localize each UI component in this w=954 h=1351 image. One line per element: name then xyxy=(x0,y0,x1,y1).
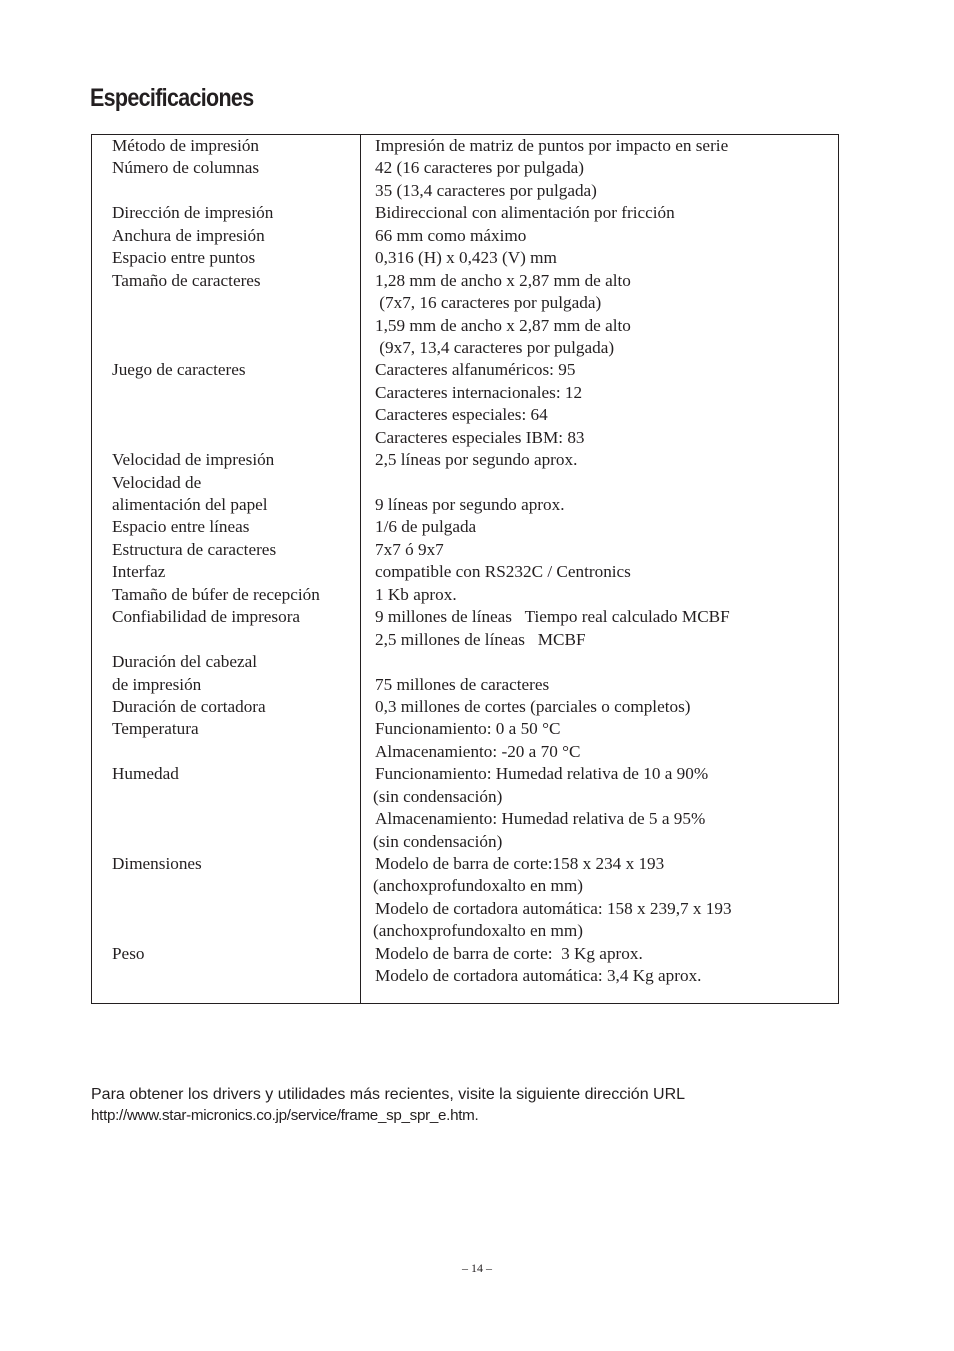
spec-value: 1/6 de pulgada xyxy=(375,517,477,537)
spec-value: Bidireccional con alimentación por fricción xyxy=(375,203,675,223)
spec-value: 66 mm como máximo xyxy=(375,225,527,245)
spec-label: Velocidad de impresión xyxy=(112,450,275,470)
spec-label: Peso xyxy=(112,943,145,963)
spec-value: Almacenamiento: -20 a 70 °C xyxy=(375,741,581,761)
spec-label: Velocidad de xyxy=(112,472,202,492)
spec-label xyxy=(112,786,352,808)
spec-value xyxy=(375,472,825,494)
spec-label xyxy=(112,920,352,942)
spec-label: Humedad xyxy=(112,764,179,784)
spec-label xyxy=(112,831,352,853)
spec-value: 1,28 mm de ancho x 2,87 mm de alto xyxy=(375,270,631,290)
spec-label: alimentación del papel xyxy=(112,495,268,514)
spec-value xyxy=(375,651,825,673)
spec-value: Modelo de barra de corte:158 x 234 x 193 xyxy=(375,854,665,873)
spec-value: (anchoxprofundoxalto en mm) xyxy=(373,876,584,896)
spec-label xyxy=(112,898,352,920)
spec-value: 9 millones de líneas Tiempo real calculado MCBF xyxy=(375,607,730,627)
spec-label: Espacio entre líneas xyxy=(112,517,250,537)
spec-value: Almacenamiento: Humedad relativa de 5 a 95% xyxy=(375,809,706,829)
spec-value: Caracteres especiales IBM: 83 xyxy=(375,427,585,447)
spec-value: 1,59 mm de ancho x 2,87 mm de alto xyxy=(375,315,631,335)
spec-label xyxy=(112,808,352,830)
spec-value: Modelo de cortadora automática: 3,4 Kg aprox. xyxy=(375,966,702,986)
spec-label xyxy=(112,404,352,426)
spec-value: Modelo de barra de corte: 3 Kg aprox. xyxy=(375,943,643,963)
spec-label xyxy=(112,180,352,202)
spec-value: Impresión de matriz de puntos por impacto en serie xyxy=(375,136,729,155)
spec-label: Tamaño de búfer de recepción xyxy=(112,584,320,604)
spec-label xyxy=(112,337,352,359)
column-divider xyxy=(360,135,361,1003)
spec-label: Espacio entre puntos xyxy=(112,248,256,268)
spec-value: (sin condensación) xyxy=(373,831,503,851)
page-number: – 14 – xyxy=(462,1261,492,1275)
spec-value: 7x7 ó 9x7 xyxy=(375,539,444,559)
spec-label xyxy=(112,292,352,314)
page-title: Especificaciones xyxy=(90,84,254,112)
spec-value: Funcionamiento: 0 a 50 °C xyxy=(375,719,561,739)
spec-value: 1 Kb aprox. xyxy=(375,584,457,604)
spec-value: 9 líneas por segundo aprox. xyxy=(375,495,565,514)
spec-label xyxy=(112,629,352,651)
spec-label: Anchura de impresión xyxy=(112,225,265,245)
spec-label: Número de columnas xyxy=(112,158,260,178)
spec-label: Estructura de caracteres xyxy=(112,539,277,559)
spec-label: Duración de cortadora xyxy=(112,696,266,716)
spec-label: Método de impresión xyxy=(112,136,260,155)
spec-values-column xyxy=(375,135,825,988)
spec-value: 2,5 millones de líneas MCBF xyxy=(375,629,586,649)
spec-label: Dirección de impresión xyxy=(112,203,274,223)
spec-label: Dimensiones xyxy=(112,854,202,873)
spec-label xyxy=(112,382,352,404)
specifications-table xyxy=(91,134,839,1004)
spec-value: (anchoxprofundoxalto en mm) xyxy=(373,921,584,941)
spec-label: Tamaño de caracteres xyxy=(112,270,261,290)
spec-value: Modelo de cortadora automática: 158 x 239,7 x 193 xyxy=(375,898,732,918)
spec-label: Juego de caracteres xyxy=(112,360,246,380)
spec-label: Confiabilidad de impresora xyxy=(112,607,301,627)
spec-value: compatible con RS232C / Centronics xyxy=(375,562,631,582)
spec-value: 0,316 (H) x 0,423 (V) mm xyxy=(375,248,557,268)
spec-value: (9x7, 13,4 caracteres por pulgada) xyxy=(375,337,615,357)
spec-label: Interfaz xyxy=(112,562,166,582)
spec-value: Caracteres alfanuméricos: 95 xyxy=(375,360,576,380)
spec-value: Caracteres internacionales: 12 xyxy=(375,382,583,402)
spec-label: de impresión xyxy=(112,674,202,694)
spec-value: 42 (16 caracteres por pulgada) xyxy=(375,158,585,178)
spec-label: Duración del cabezal xyxy=(112,652,258,672)
spec-label xyxy=(112,315,352,337)
spec-value: (sin condensación) xyxy=(373,786,503,806)
spec-label xyxy=(112,741,352,763)
spec-label xyxy=(112,875,352,897)
spec-value: 35 (13,4 caracteres por pulgada) xyxy=(375,180,597,200)
spec-label xyxy=(112,427,352,449)
spec-value: 75 millones de caracteres xyxy=(375,674,550,694)
drivers-note: Para obtener los drivers y utilidades más recientes, visite la siguiente dirección URL xyxy=(91,1086,686,1103)
spec-value: 2,5 líneas por segundo aprox. xyxy=(375,450,578,470)
spec-label: Temperatura xyxy=(112,719,199,739)
spec-value: Funcionamiento: Humedad relativa de 10 a 90% xyxy=(375,764,709,784)
spec-labels-column xyxy=(112,135,352,965)
spec-value: 0,3 millones de cortes (parciales o completos) xyxy=(375,696,691,716)
spec-value: Caracteres especiales: 64 xyxy=(375,405,548,425)
drivers-url: http://www.star-micronics.co.jp/service/frame_sp_spr_e.htm. xyxy=(91,1107,479,1124)
spec-value: (7x7, 16 caracteres por pulgada) xyxy=(375,293,602,313)
